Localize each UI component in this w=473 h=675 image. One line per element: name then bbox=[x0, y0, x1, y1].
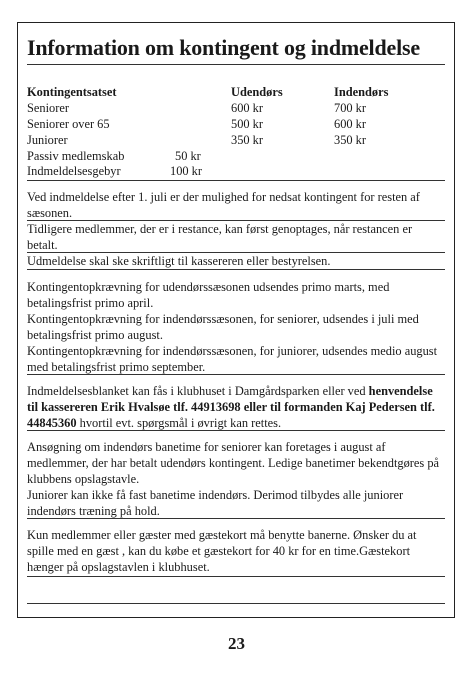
paragraph-line: Kun medlemmer eller gæster med gæstekort må benytte banerne. Ønsker du at bbox=[27, 528, 417, 542]
extra-row-label: Passiv medlemskab bbox=[27, 149, 125, 163]
paragraph-line: Kontingentopkrævning for indendørssæsonen, for seniorer, udsendes i juli med bbox=[27, 312, 419, 326]
rates-col-indoor: Indendørs bbox=[334, 85, 389, 99]
section-rule bbox=[27, 603, 445, 604]
section-rule bbox=[27, 430, 445, 431]
rate-row-label: Juniorer bbox=[27, 133, 68, 147]
section-rule bbox=[27, 576, 445, 577]
section-rule bbox=[27, 269, 445, 270]
paragraph-text: hvortil evt. spørgsmål i øvrigt kan rettes. bbox=[76, 416, 282, 430]
rate-row-indoor: 600 kr bbox=[334, 117, 367, 131]
paragraph-line: betalt. bbox=[27, 238, 58, 252]
page-number: 23 bbox=[228, 634, 245, 653]
paragraph-line: sæsonen. bbox=[27, 206, 73, 220]
extra-row-label: Indmeldelsesgebyr bbox=[27, 164, 121, 178]
paragraph-bold-text: 44845360 bbox=[27, 416, 77, 430]
rate-row-label: Seniorer over 65 bbox=[27, 117, 110, 131]
page-title: Information om kontingent og indmeldelse bbox=[27, 35, 420, 60]
rates-col-outdoor: Udendørs bbox=[231, 85, 283, 99]
section-rule bbox=[27, 180, 445, 181]
paragraph-bold-text: henvendelse bbox=[368, 384, 433, 398]
paragraph-line: betalingsfrist primo april. bbox=[27, 296, 154, 310]
paragraph-line: medlemmer, der har betalt udendørs kontingent. Ledige banetimer bekendtgøres på bbox=[27, 456, 440, 470]
extra-row-value: 50 kr bbox=[175, 149, 201, 163]
paragraph-line: betalingsfrist primo august. bbox=[27, 328, 163, 342]
paragraph-line: spille med en gæst , kan du købe et gæstekort for 40 kr for en time.Gæstekort bbox=[27, 544, 411, 558]
section-rule bbox=[27, 374, 445, 375]
paragraph-line: Kontingentopkrævning for indendørssæsonen, for juniorer, udsendes medio august bbox=[27, 344, 438, 358]
paragraph-line: Juniorer kan ikke få fast banetime indendørs. Derimod tilbydes alle juniorer bbox=[27, 488, 404, 502]
paragraph-line: indendørs træning på hold. bbox=[27, 504, 160, 518]
paragraph-text: Indmeldelsesblanket kan fås i klubhuset i Damgårdsparken eller ved bbox=[27, 384, 369, 398]
rate-row-indoor: 350 kr bbox=[334, 133, 367, 147]
paragraph-line: Tidligere medlemmer, der er i restance, kan først genoptages, når restancen er bbox=[27, 222, 413, 236]
title-rule bbox=[27, 64, 445, 65]
rate-row-outdoor: 600 kr bbox=[231, 101, 264, 115]
rate-row-indoor: 700 kr bbox=[334, 101, 367, 115]
rate-row-outdoor: 350 kr bbox=[231, 133, 264, 147]
extra-row-value: 100 kr bbox=[170, 164, 203, 178]
paragraph-line: klubbens opslagstavle. bbox=[27, 472, 140, 486]
rate-row-label: Seniorer bbox=[27, 101, 69, 115]
paragraph-line: til kassereren Erik Hvalsøe tlf. 44913698 eller til formanden Kaj Pedersen tlf. bbox=[27, 400, 435, 414]
paragraph-line: Udmeldelse skal ske skriftligt til kassereren eller bestyrelsen. bbox=[27, 254, 331, 268]
paragraph-line: Kontingentopkrævning for udendørssæsonen udsendes primo marts, med bbox=[27, 280, 390, 294]
paragraph-line bbox=[27, 415, 281, 431]
paragraph-line: med betalingsfrist primo september. bbox=[27, 360, 206, 374]
paragraph-line: Ansøgning om indendørs banetime for seniorer kan foretages i august af bbox=[27, 440, 386, 454]
paragraph-line bbox=[27, 383, 433, 399]
paragraph-line: hænger på opslagstavlen i klubhuset. bbox=[27, 560, 210, 574]
rates-heading: Kontingentsatset bbox=[27, 85, 117, 99]
section-rule bbox=[27, 518, 445, 519]
rate-row-outdoor: 500 kr bbox=[231, 117, 264, 131]
paragraph-line: Ved indmeldelse efter 1. juli er der mulighed for nedsat kontingent for resten af bbox=[27, 190, 420, 204]
